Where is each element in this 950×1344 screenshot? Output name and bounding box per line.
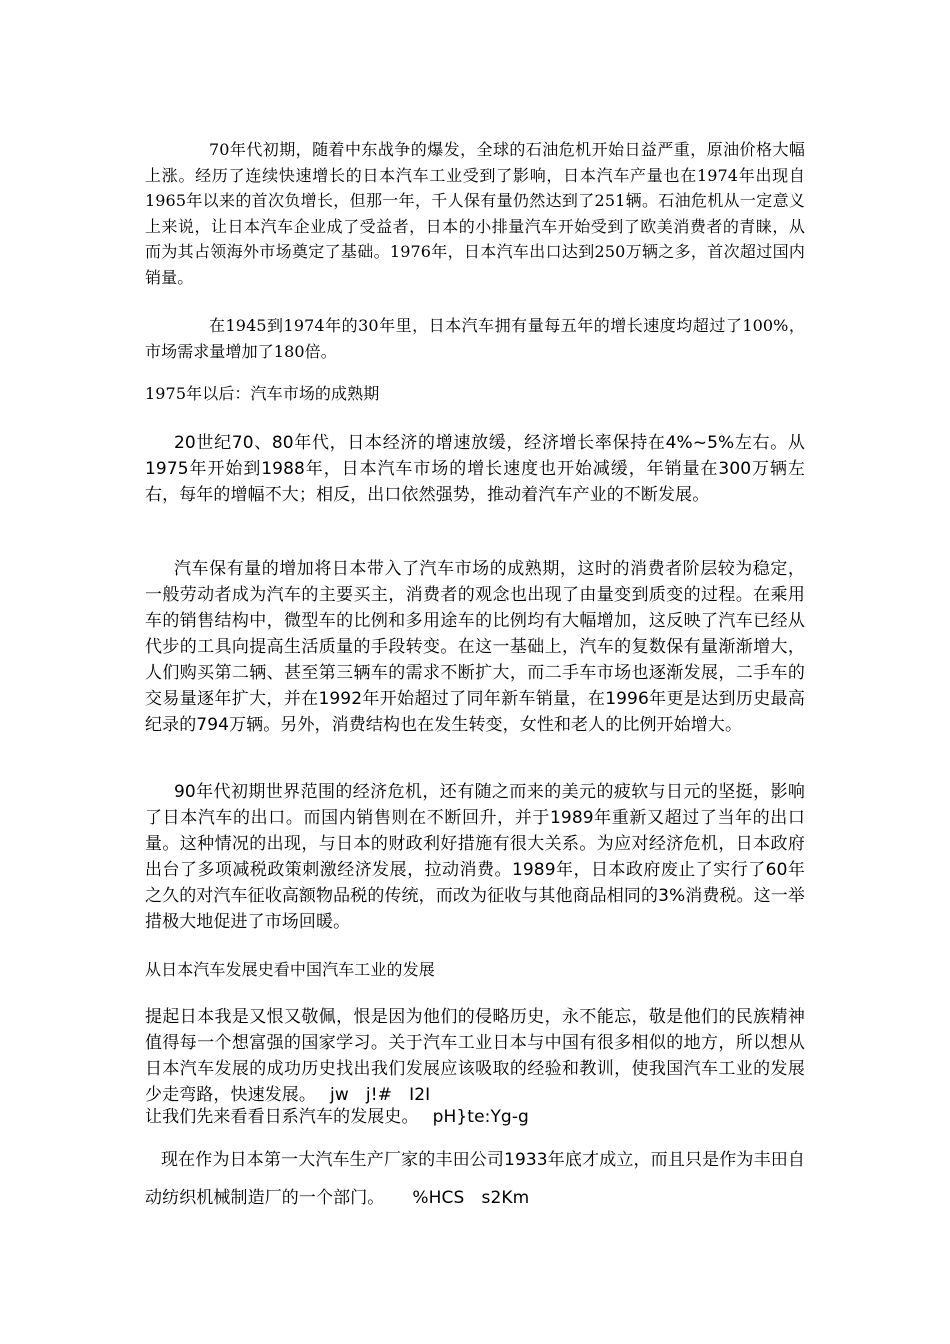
paragraph-economic-crisis: 90年代初期世界范围的经济危机，还有随之而来的美元的疲软与日元的坚挺，影响了日本汽车的出口。而国内销售则在不断回升，并于1989年重新又超过了当年的出口量。这种情况的出现，与日本的财政利好措施有很大关系。为应对经济危机，日本政府出台了多项减税政策刺激经济发展，拉动消费。1989年，日本政府废止了实行了60年之久的对汽车征收高额物品税的传统，而改为征收与其他商品相同的3%消费税。这一举措极大地促进了市场回暖。 <box>145 782 805 932</box>
paragraph-growth-slowdown: 20世纪70、80年代，日本经济的增速放缓，经济增长率保持在4%~5%左右。从1975年开始到1988年，日本汽车市场的增长速度也开始减缓，年销量在300万辆左右，每年的增幅不大；相反，出口依然强势，推动着汽车产业的不断发展。 <box>145 433 805 505</box>
paragraph-text: 提起日本我是又恨又敬佩，恨是因为他们的侵略历史，永不能忘，敬是他们的民族精神值得每一个想富强的国家学习。关于汽车工业日本与中国有很多相似的地方，所以想从日本汽车发展的成功历史找出我们发展应该吸取的经验和教训，使我国汽车工业的发展少走弯路，快速发展。 <box>145 1007 805 1105</box>
stray-text: pH}te:Yg-g <box>432 1107 529 1127</box>
paragraph-text: 让我们先来看看日系汽车的发展史。 <box>145 1107 419 1127</box>
stray-text: %HCS s2Km <box>412 1188 530 1208</box>
paragraph-toyota-founding <box>145 1141 805 1217</box>
paragraph-text: 现在作为日本第一大汽车生产厂家的丰田公司1933年底才成立，而且只是作为丰田自动纺织机械制造厂的一个部门。 <box>145 1150 805 1208</box>
paragraph-history-intro <box>145 1104 805 1130</box>
paragraph-japan-china-comparison <box>145 1004 805 1108</box>
stray-text: jw j!# I2I <box>330 1085 431 1105</box>
paragraph-oil-crisis: 70年代初期，随着中东战争的爆发，全球的石油危机开始日益严重，原油价格大幅上涨。经历了连续快速增长的日本汽车工业受到了影响，日本汽车产量也在1974年出现自1965年以来的首次负增长，但那一年，千人保有量仍然达到了251辆。石油危机从一定意义上来说，让日本汽车企业成了受益者，日本的小排量汽车开始受到了欧美消费者的青睐，从而为其占领海外市场奠定了基础。1976年，日本汽车出口达到250万辆之多，首次超过国内销量。 <box>145 140 805 287</box>
paragraph-ownership-growth: 在1945到1974年的30年里，日本汽车拥有量每五年的增长速度均超过了100%，市场需求量增加了180倍。 <box>145 316 805 361</box>
paragraph-market-maturity: 汽车保有量的增加将日本带入了汽车市场的成熟期，这时的消费者阶层较为稳定，一般劳动者成为汽车的主要买主，消费者的观念也出现了由量变到质变的过程。在乘用车的销售结构中，微型车的比例和多用途车的比例均有大幅增加，这反映了汽车已经从代步的工具向提高生活质量的手段转变。在这一基础上，汽车的复数保有量渐渐增大，人们购买第二辆、甚至第三辆车的需求不断扩大，而二手车市场也逐渐发展，二手车的交易量逐年扩大，并在1992年开始超过了同年新车销量，在1996年更是达到历史最高纪录的794万辆。另外，消费结构也在发生转变，女性和老人的比例开始增大。 <box>145 559 805 735</box>
section-heading-mature-market: 1975年以后：汽车市场的成熟期 <box>145 384 380 403</box>
section-heading-china-auto: 从日本汽车发展史看中国汽车工业的发展 <box>145 960 435 979</box>
